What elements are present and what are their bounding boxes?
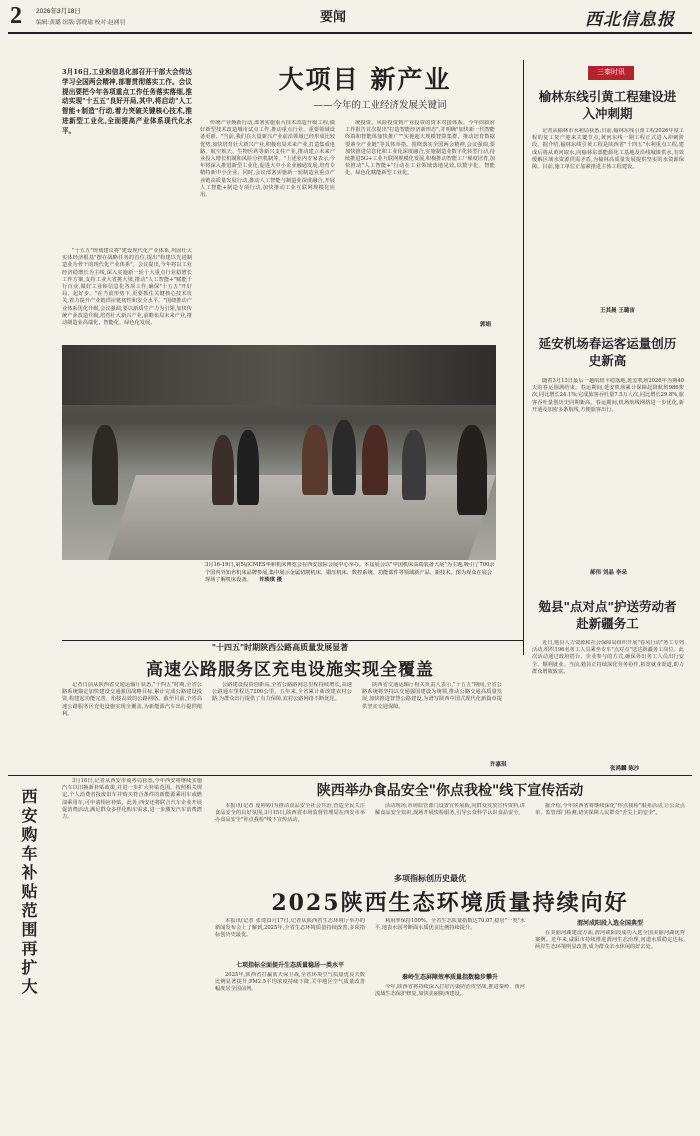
editor-credits: 编辑:黄璐 组版:郭晓瑜 校对:赵涵羽 <box>36 20 126 26</box>
issue-date: 2026年3月18日 <box>36 8 81 15</box>
eco-section-2-title: 秦岭生态屏障效率质量指数稳步攀升 <box>401 974 498 981</box>
lead-column-2: 传统产业焕新行动,部署实施重大技术改造升级工程,做好新型技术改造城市试点工作,推动重点行业、重要领域设备更新。"当前,我们在大量新兴产业前沿领域已经形成比较优势,加快培育壮大新兴产业,积极布局未来产业,打造集成电路、航空航天、生物医药等新兴支柱产业,推动建立未来产业投入增长机制和风险分担机制等。"上述业内专家表示,今年将深入推进新型工业化,促进大中小企业融通发展,培育专精特新中小企业。同时,会议部署实施新一轮制造业重点产业链高质量发展行动,推动人工智能与制造业深度融合,开展人工智能+制造专项行动,加快推动工业互联网规模化应用。 <box>200 120 335 199</box>
eco-column-2: 利用率保持100%。全省生态质量指数达70.07,稳居"一类"水平,地表水国考断面水质优良比例持续提升。 <box>375 918 525 932</box>
photo-visitor <box>212 435 234 505</box>
photo-credit: 许琰琪 摄 <box>259 577 282 583</box>
highway-headline: 高速公路服务区充电设施实现全覆盖 <box>146 660 434 680</box>
side1-body: 记者从榆林市水利局获悉:日前,榆林东线引黄工程2026年度工程的复工复产迎来关键节点,黄河东线一期工程正式进入冲刺阶段。据介绍,榆林东线引黄工程是陕西省"十四五"水利重点工程,建成后将从黄河取水,向榆林东部能源化工基地及沿线城镇供水,有效缓解区域水资源供需矛盾,为榆林高质量发展提供坚实的水资源保障。目前,施工单位正加紧推进主体工程建设。 <box>532 128 684 171</box>
sidebar-tag: 三秦时讯 <box>588 66 634 80</box>
food-column-3: 据介绍,今年陕西省将继续深化"你点我检"服务活动,让公众点单、监管部门检测,切实保障人民群众"舌尖上的安全"。 <box>535 803 685 817</box>
lead-subheadline: ——今年的工业经济发展关键词 <box>313 100 447 111</box>
highway-author: 许嘉琪 <box>490 762 507 768</box>
xian-body: 3月16日,记者从西安市商务局获悉,今年西安将继续实施汽车以旧换新补贴政策,并进一步扩大补贴范围。按照相关规定,个人消费者报废旧车并购买符合条件的新能源乘用车或燃油乘用车,可申请相应补贴。此外,西安还将联合汽车企业开展促消费活动,满足群众多样化购车需求,进一步激发汽车消费潜力。 <box>62 778 202 821</box>
eco-column-1: 本报讯(记者 张琦)3月17日,记者从陕西省生态环境厅举办的新闻发布会上了解到,2025年,全省生态环境质量持续改善,多项指标创历史最优。 <box>215 918 365 939</box>
food-column-2: 活动现场,市场监管部门设置宣传展板,向群众发放宣传资料,讲解食品安全知识,现场开展快检服务,引导公众科学认识食品安全。 <box>375 803 525 817</box>
lead-column-1: "十五五"规划建议将"建设现代化产业体系,巩固壮大实体经济根基"摆在战略任务的首位,提出"构建以先进制造业为骨干的现代化产业体系"。会议提出,今年将以工业经济稳增长为主线,深入实施新一轮十大重点行业稳增长工作方案,支持工业大省挑大梁,推动"人工智能+"赋能千行百业,做好工业和信息化各项工作,确保"十五五"开好局、起好步。"在当前形势下,更要抓住关键核心技术攻关,着力提升产业链供应链韧性和安全水平。"围绕推动产业体系优化升级,会议强调,要以新质生产力为引领,加快传统产业改造升级,培育壮大新兴产业,前瞻布局未来产业,推动制造业高端化、智能化、绿色化发展。 <box>62 248 192 327</box>
photo-visitor <box>332 420 356 495</box>
side3-headline: 勉县"点对点"护送劳动者赴新疆务工 <box>538 599 677 631</box>
page-number: 2 <box>10 3 22 29</box>
eco-column-3: 在美丽河湖建设方面,渭河咸阳段成功入选全国美丽河湖优秀案例。近年来,咸阳市持续推进渭河生态治理,河道水质稳定达标,两岸生态环境明显改善,成为群众亲水休闲的好去处。 <box>535 930 685 951</box>
side2-author: 郝伟 刘晶 李朵 <box>590 570 627 576</box>
masthead-rule <box>8 32 692 34</box>
lead-author: 郭娟 <box>480 322 492 328</box>
section-title: 要闻 <box>320 10 347 25</box>
food-column-1: 本报讯(记者 庞婷婷)为推动食品安全社会共治,营造全民关注食品安全的良好氛围,3月15日,陕西省市场监督管理局在西安市举办食品安全"你点我检"线下宣传活动。 <box>215 803 365 824</box>
eco-section-1-title: 七项指标全面提升生态质量稳居一类水平 <box>235 962 344 969</box>
eco-section-3-title: 渭河成阳段入选全国典型 <box>576 920 643 927</box>
photo-visitor <box>302 425 328 495</box>
photo-display-panel <box>62 345 496 405</box>
photo-visitor <box>237 430 259 505</box>
paper-name-logo: 西北信息报 <box>585 10 675 30</box>
lead-headline: 大项目 新产业 <box>278 65 452 94</box>
eco-headline: 2025陕西生态环境质量持续向好 <box>271 890 629 916</box>
lower-rule <box>8 775 692 776</box>
photo-visitor <box>457 425 487 515</box>
highway-kicker: "十四五"时期陕西公路高质量发展显著 <box>211 642 349 652</box>
highway-column-2: 公路建设投资创新高,全省公路路网总里程持续增长,高速公路通车里程达7200公里。五年来,全省累计新改建农村公路,为群众出行提供了有力保障,农村公路网络不断优化。 <box>212 682 352 703</box>
side3-author: 张鸿麟 陈沙 <box>610 766 640 772</box>
eco-column-2b: 今年,陕西省将持续深入打好污染防治攻坚战,推进秦岭、黄河流域生态保护修复,加快美丽陕西建设。 <box>375 984 525 998</box>
photo-visitor <box>362 425 388 495</box>
highway-column-1: 记者日前从陕西省交通运输厅获悉,"十四五"时期,全省公路系统锚定加快建设交通强国战略目标,累计完成公路建设投资,构建起功能完善、衔接高效的公路网络。截至目前,全省高速公路服务区充电设施实现全覆盖,为新能源汽车出行提供便利。 <box>62 682 202 717</box>
side2-headline: 延安机场春运客运量创历史新高 <box>538 336 677 368</box>
eco-column-1b: 2025年,陕西省打赢蓝天保卫战,全省环境空气质量优良天数比例显著提升,PM2.5平均浓度持续下降,关中地区空气质量改善幅度居全国前列。 <box>215 972 365 993</box>
section-rule <box>62 640 524 641</box>
side1-author: 王其晨 王璐宙 <box>600 308 635 314</box>
lead-intro: 3月16日,工业和信息化部召开干部大会传达学习全国两会精神,部署贯彻落实工作。会议提出要把今年各项重点工作任务落实落细,推动实现"十五五"良好开局,其中,将启动"人工智能+制造"行动,着力突破关键核心技术,推进新型工业化,全面提高产业体系现代化水平。 <box>62 68 192 135</box>
side3-body: 近日,勉县人力资源和社会保障局组织开展"春风行动"务工专列活动,组织196名务工人员乘坐专车"点对点"送达新疆务工岗位。此次活动通过政府搭台、企业参与的方式,确保外出务工人员出行安全、顺利就业。当前,勉县正持续深化劳务协作,拓宽就业渠道,助力群众增收致富。 <box>532 640 684 675</box>
photo-visitor <box>402 430 426 500</box>
photo-caption: 3月16-19日,第5届CMES华和机床博览会在西安国际会展中心举办。本届展会以"中国机床高端装备大展"为主题,吸引了700余个国内外知名机床品牌参展,集中展示金属切削机床、锻压机床、数控系统、功能部件等领域新产品、新技术。图为观众在展会现场了解机床设备。 许琰琪 摄 <box>205 562 495 583</box>
xian-headline: 西安购车补贴范围再扩大 <box>19 788 38 997</box>
photo-visitor <box>92 425 118 505</box>
eco-kicker: 多项指标创历史最优 <box>394 873 466 883</box>
lead-column-3: 统投资、风险投资到产业投资的资本对接体系。今年的政府工作报告首次提出"打造智能经济新形态",并明确"加快新一代智能终端和智能体加快推广""实施超大规模智算集群、推动培育数据要素全产业链"等具体举措。围绕落实全国两会精神,会议强调,要加快推进信息化和工业化深度融合,实施制造业数字化转型行动,持续推进5G+工业互联网规模化发展,积极推动智能工厂梯度培育,加快推动"人工智能+"行动在工业领域落地见效,以数字化、智能化、绿色化赋能新型工业化。 <box>345 120 495 177</box>
side1-headline: 榆林东线引黄工程建设进入冲刺期 <box>538 89 677 121</box>
food-headline: 陕西举办食品安全"你点我检"线下宣传活动 <box>316 783 584 799</box>
side2-body: 随着3月13日最后一趟航班平稳落地,延安机场2026年为期40天的春运圆满结束。春运期间,延安机场累计保障起降航班986架次,同比增长24.1%;完成旅客吞吐量7.5万人次,同比增长29.8%,旅客吞吐量创历史同期新高。春运期间,机场航线网络进一步优化,新开通及加密多条航线,方便旅客出行。 <box>532 378 684 413</box>
sidebar-divider <box>523 60 524 655</box>
highway-column-3: 陕西省交通运输厅相关负责人表示,"十五五"期间,全省公路系统将坚持以交通强国建设为统领,推动公路交通高质量发展,加快推进智慧公路建设,为谱写陕西中国式现代化新篇章提供坚实交通保障。 <box>362 682 502 710</box>
expo-photo <box>62 345 496 560</box>
